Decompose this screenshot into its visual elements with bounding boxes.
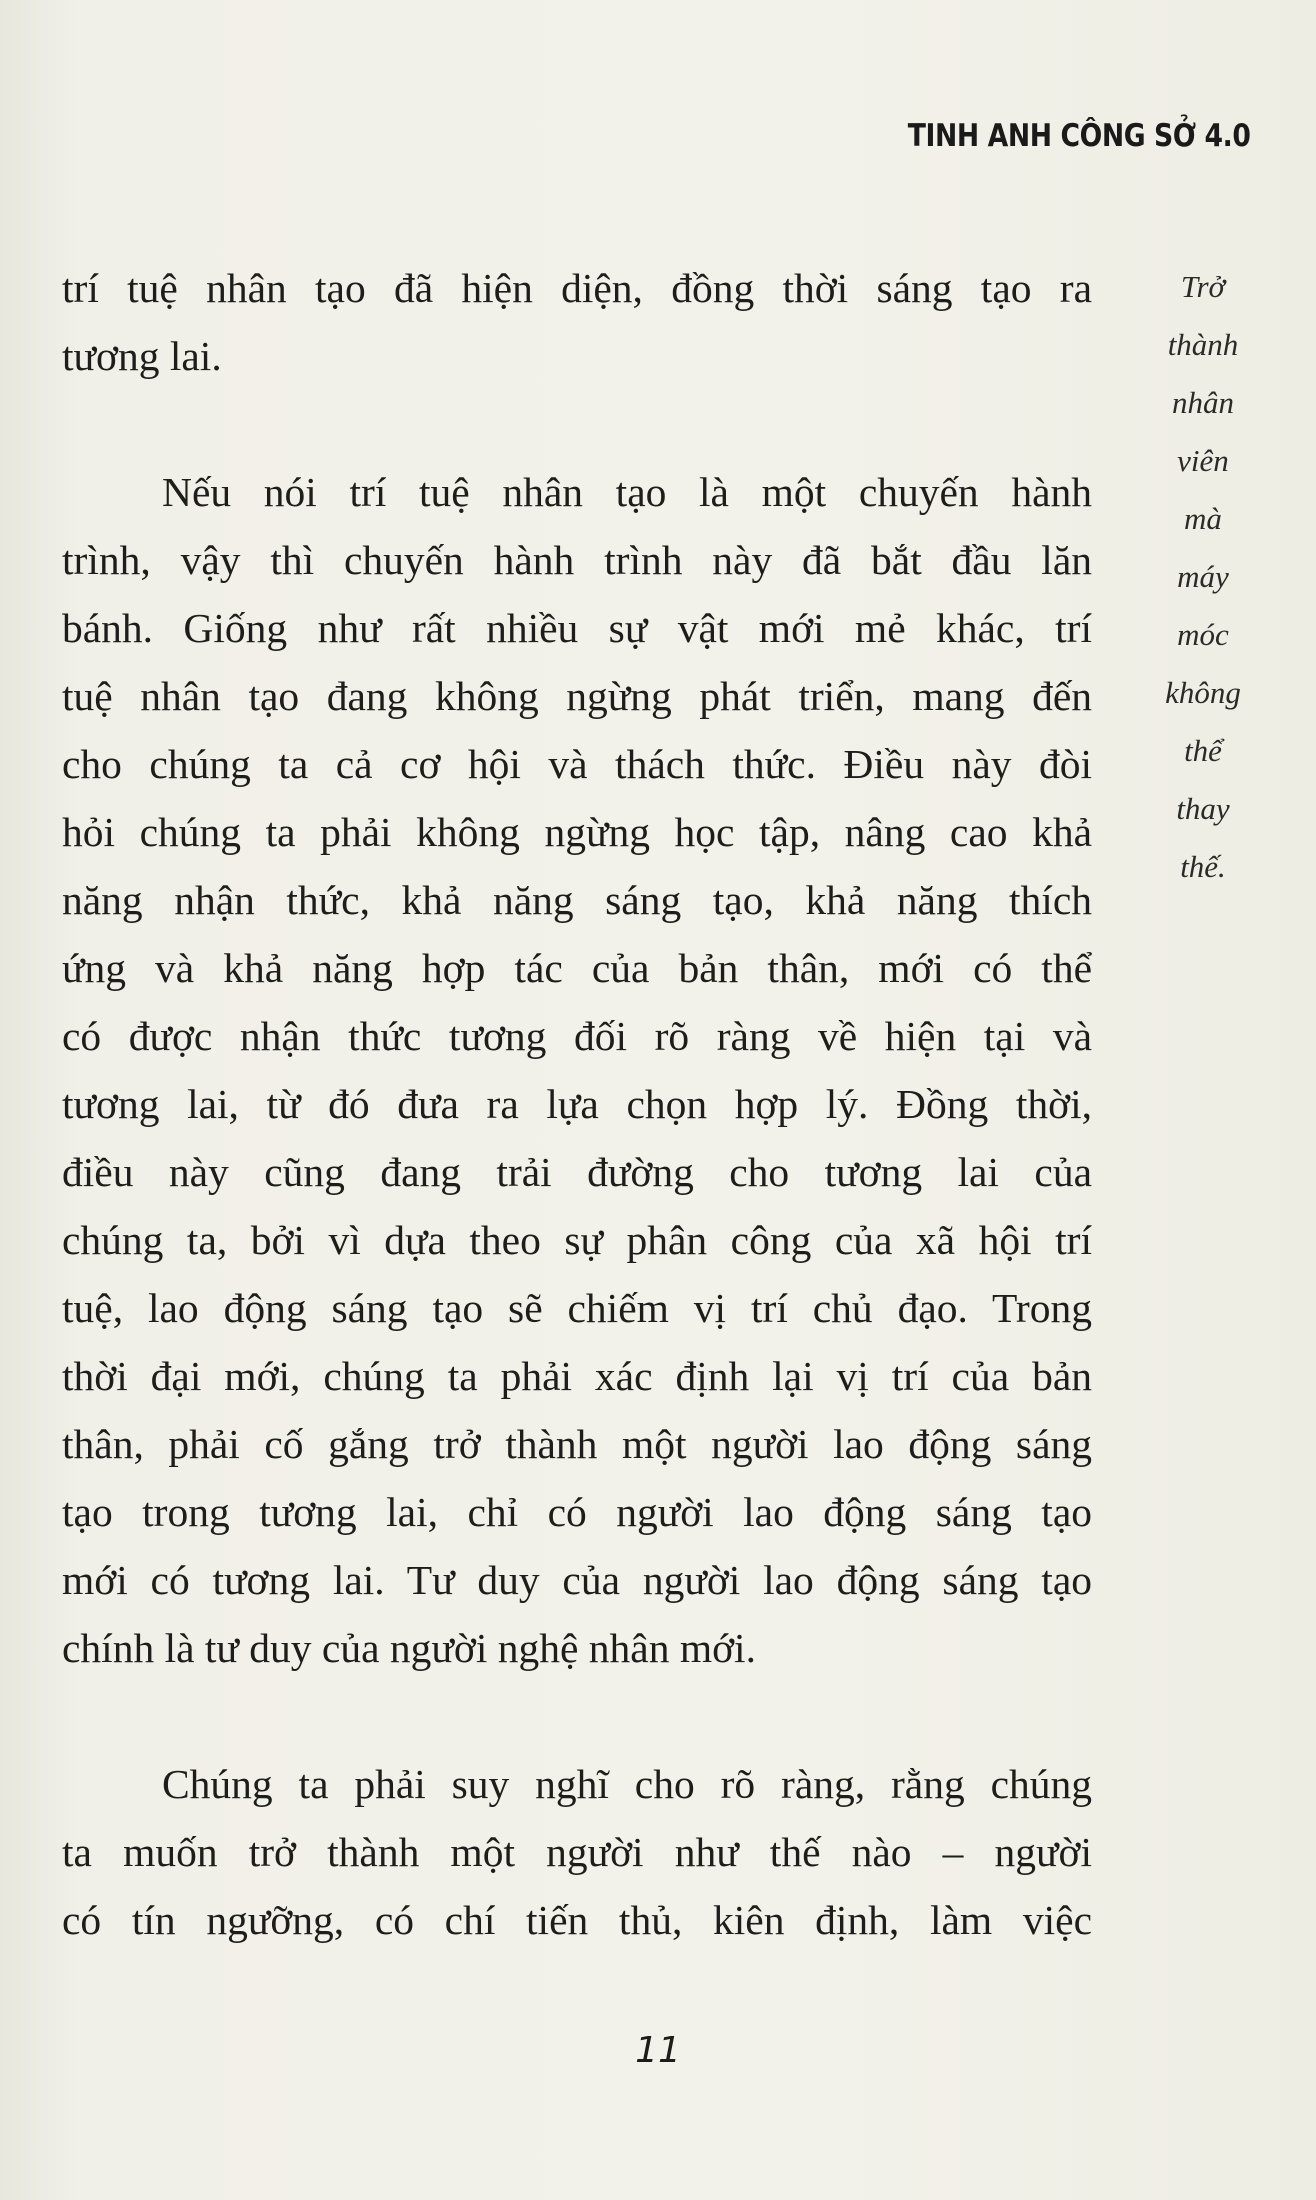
- text-line: điều này cũng đang trải đường cho tương lai của: [62, 1149, 1092, 1195]
- sidenote-line: móc: [1177, 617, 1229, 652]
- text-line: chúng ta, bởi vì dựa theo sự phân công của xã hội trí: [62, 1217, 1092, 1263]
- paragraph-gap: [62, 390, 1092, 458]
- text-line: trình, vậy thì chuyến hành trình này đã bắt đầu lăn: [62, 537, 1092, 583]
- text-line: Nếu nói trí tuệ nhân tạo là một chuyến hành: [162, 469, 1092, 515]
- sidenote-line: Trở: [1180, 269, 1226, 304]
- running-header-title: TINH ANH CÔNG SỞ 4.0: [907, 118, 1250, 154]
- sidenote-line: thế.: [1180, 849, 1226, 884]
- sidenote-line: thay: [1176, 791, 1230, 826]
- text-line: trí tuệ nhân tạo đã hiện diện, đồng thời sáng tạo ra: [62, 265, 1092, 311]
- sidenote-line: nhân: [1172, 385, 1234, 420]
- text-line: có được nhận thức tương đối rõ ràng về hiện tại và: [62, 1013, 1092, 1059]
- text-line: Chúng ta phải suy nghĩ cho rõ ràng, rằng chúng: [162, 1761, 1092, 1807]
- text-line: ta muốn trở thành một người như thế nào – người: [62, 1829, 1092, 1875]
- page-number: 11: [635, 2030, 681, 2071]
- text-line: cho chúng ta cả cơ hội và thách thức. Điều này đòi: [62, 741, 1092, 787]
- text-line: tương lai.: [62, 333, 222, 379]
- text-line: chính là tư duy của người nghệ nhân mới.: [62, 1625, 756, 1671]
- text-line: bánh. Giống như rất nhiều sự vật mới mẻ khác, trí: [62, 605, 1092, 651]
- body-text: [62, 254, 1092, 1954]
- sidenote-line: viên: [1177, 443, 1229, 478]
- text-line: năng nhận thức, khả năng sáng tạo, khả năng thích: [62, 877, 1092, 923]
- text-line: tạo trong tương lai, chỉ có người lao động sáng tạo: [62, 1489, 1092, 1535]
- text-line: có tín ngưỡng, có chí tiến thủ, kiên định, làm việc: [62, 1897, 1092, 1943]
- text-line: tuệ nhân tạo đang không ngừng phát triển, mang đến: [62, 673, 1092, 719]
- paragraph-gap: [62, 1682, 1092, 1750]
- sidenote-line: mà: [1184, 501, 1222, 536]
- text-line: tuệ, lao động sáng tạo sẽ chiếm vị trí chủ đạo. Trong: [62, 1285, 1092, 1331]
- text-line: thân, phải cố gắng trở thành một người lao động sáng: [62, 1421, 1092, 1467]
- sidenote-line: máy: [1177, 559, 1229, 594]
- text-line: tương lai, từ đó đưa ra lựa chọn hợp lý. Đồng thời,: [62, 1081, 1092, 1127]
- text-line: thời đại mới, chúng ta phải xác định lại vị trí của bản: [62, 1353, 1092, 1399]
- sidenote-line: thành: [1167, 327, 1239, 362]
- text-line: hỏi chúng ta phải không ngừng học tập, nâng cao khả: [62, 809, 1092, 855]
- text-line: mới có tương lai. Tư duy của người lao động sáng tạo: [62, 1557, 1092, 1603]
- sidenote-line: không: [1165, 675, 1241, 710]
- text-line: ứng và khả năng hợp tác của bản thân, mới có thể: [62, 945, 1092, 991]
- margin-sidenote: [1148, 258, 1258, 896]
- sidenote-line: thể: [1184, 733, 1222, 768]
